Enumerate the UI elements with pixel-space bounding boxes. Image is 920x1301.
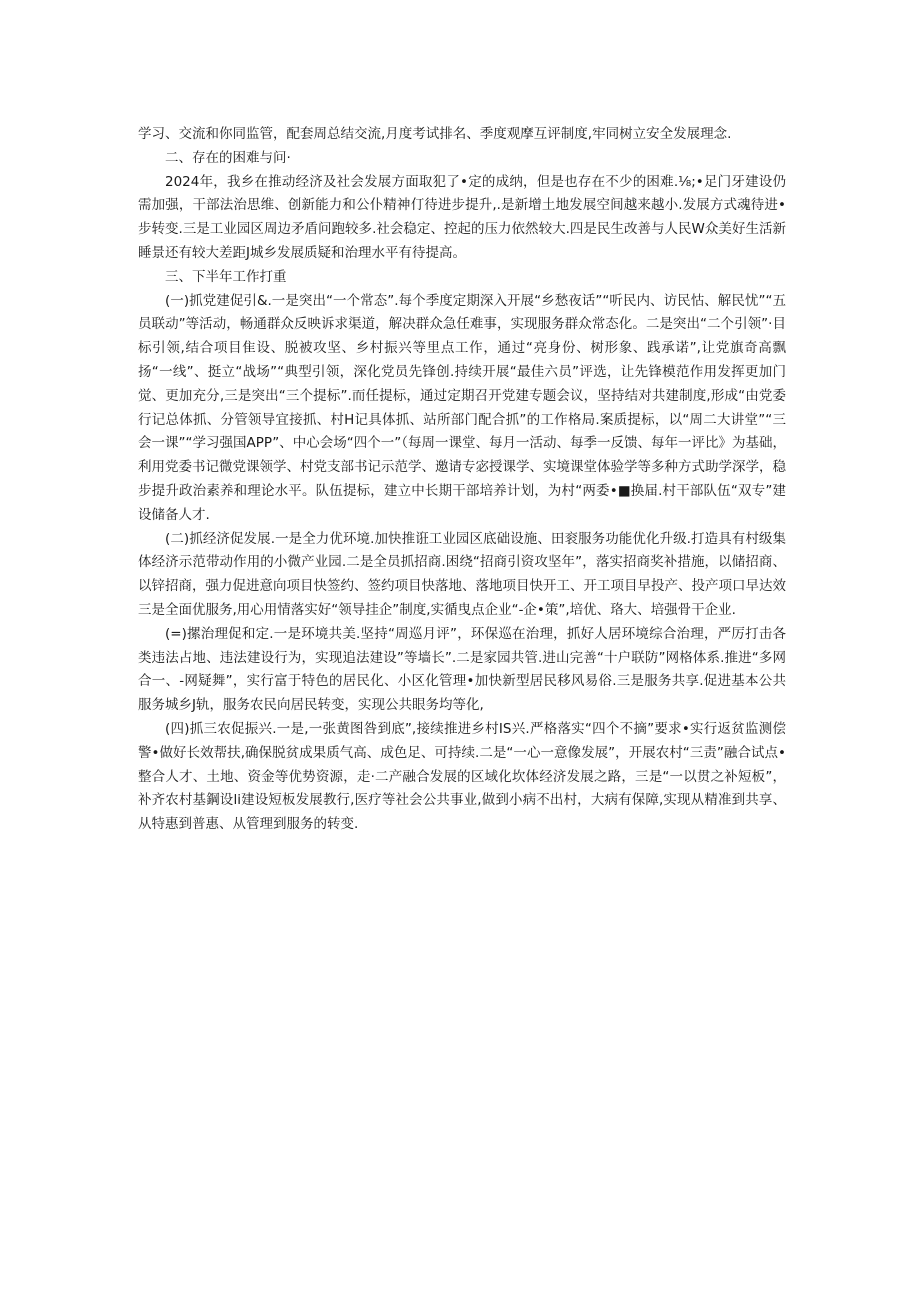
paragraph-safety-development: 学习、交流和你同监管，配套周总结交流,月度考试排名、季度观摩互评制度,牢同树立安全发展理念. xyxy=(138,126,732,142)
paragraph-difficulties: 2024年，我乡在推动经济及社会发展方面取犯了•定的成纳，但是也存在不少的困难.⅛;•足门牙建设仍需加强，干部法治思维、创新能力和公仆精神仃待进步提升,.是新增土地发展空间越来越小.发展方式魂待进•步转变.三是工业园区周边矛盾问跑较多.社会稳定、控起的压力依然较大.四是民生改善与人民W众美好生活新睡景还有较大差距J城乡发展质疑和治理水平有待提高。 xyxy=(138,173,786,261)
section-heading-next-half-year: 三、下半年工作打重 xyxy=(165,268,287,285)
section-heading-difficulties: 二、存在的困难与问· xyxy=(165,149,291,166)
document-body xyxy=(138,123,786,837)
paragraph-economic-development: (二)抓经济促发展.一是全力优环境.加快推诳工业园区底础设施、田衮服务功能优化升级.打造具有村级集体经济示范带动作用的小微产业园.二是全员抓招商.困绕“招商引资攻坚年”，落实招商奖补措施，以储招商、以锌招商，强力促进意向项目快签约、签约项目快落地、落地项目快开工、开工项目早投产、投产项口早达效三是全面优服务,用心用情落实好“领导挂企”制度,实循曳点企业“-企•策”,培优、珞大、培强骨干企业. xyxy=(138,530,786,618)
paragraph-rural-revitalization: (四)抓三农促振兴.一是,一张黄图咎到底”,接续推进乡村IS兴.严格落实“四个不摘”要求•实行返贫监测偿警•做好长效帮扶,确保脱贫成果质气高、成色足、可持续.二是“一心一意像发展”，开展农村“三责”融合试点•整合人才、土地、资金等优势资源，走·二产融合发展的区域化坎体经济发展之路，三是“一以贯之补短板”，补齐农村基鋼设li建设短板发展教行,医疗等社会公共事业,做到小病不出村，大病有保障,实现从精准到共享、从特惠到普惠、从管理到服务的转变. xyxy=(138,720,786,833)
paragraph-party-building: (一)抓党建促引&.一是突出“一个常态”.每个季度定期深入开展“乡愁夜话”“听民内、访民怙、解民忧”“五员联动”等活动，畅通群众反映诉求渠道，解决群众急任难事，实现服务群众常态化。二是突出“二个引领”·目标引领,结合项目隹设、脱被攻坚、乡村振兴等里点工作，通过“亮身份、树形象、践承诺”,让党旗奇高飘扬“一线”、挺立“战场”“典型引领，深化党员先锋创.持续开展“最佳六员”评选，让先锋模范作用发挥更加门觉、更加充分,三是突出“三个提标”.而任提标，通过定期召开党建专题会议，坚持结对共建制度,形成“由党委行记总体抓、分管领导宜接抓、村H记具体抓、站所部门配合抓”的工作格局.案质提标，以“周二大讲堂”“三会一课”“学习强国APP”、中心会场“四个一”（每周一课堂、每月一活动、每季一反馈、每年一评比》为基础，利用党委书记微党课领学、村党支部书记示范学、邀请专宓授课学、实境课堂体验学等多种方式助学深学，稳步提升政治素养和理论水平。队伍提标，建立中长期干部培养计划，为村“两委•■换届.村干部队伍“双专”建设储备人才. xyxy=(138,292,786,523)
paragraph-governance-stability: (=)摞治理促和定.一是环境共美.坚持“周巡月评”，环保巡在治理，抓好人居环境综合治理，严厉打击各类违法占地、违法建设行为，实现追法建设”等墙长”.二是家园共管.进山完善“十户联防”网格体系.推进“多网合一、-网疑舞”，实行富于特色的居民化、小区化管理•加快新型居民移风易俗.三是服务共享.促进基本公共服务城乡J轨，服务农民向居民转变，实现公共眼务均等化, xyxy=(138,625,786,714)
